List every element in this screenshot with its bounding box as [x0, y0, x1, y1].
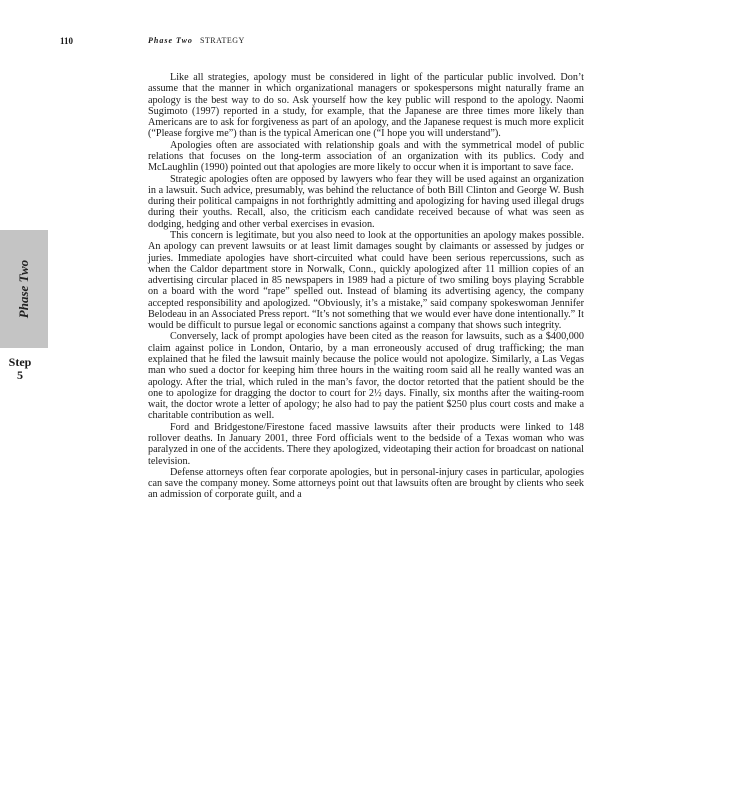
- page-number: 110: [60, 36, 74, 46]
- body-text: [148, 72, 584, 501]
- paragraph-7: Defense attorneys often fear corporate apologies, but in personal-injury cases in particular, apologies can save the company money. Some attorneys point out that lawsuits often are brought by clients who seek an admission of corporate guilt, and a: [148, 466, 584, 501]
- side-tab-label-wrap: [0, 230, 48, 348]
- paragraph-4: This concern is legitimate, but you also need to look at the opportunities an apology makes possible. An apology can prevent lawsuits or at least limit damages sought by claimants or assessed by judges or juries. Immediate apologies have short-circuited what could have been serious repercussions, such as when the Caldor department store in Norwalk, Conn., quickly apologized after 11 million copies of an advertising circular placed in 85 newspapers in 1989 had a picture of two smiling boys playing Scrabble on a board with the word “rape” spelled out. Instead of blaming its advertising agency, the company accepted responsibility and apologized. “Obviously, it’s a mistake,” said company spokeswoman Jennifer Belodeau in an Associated Press report. “It’s not something that we would ever have done intentionally.” It would be difficult to pursue legal or economic sanctions against a company that shows such integrity.: [148, 229, 584, 332]
- paragraph-6: Ford and Bridgestone/Firestone faced massive lawsuits after their products were linked to 148 rollover deaths. In January 2001, three Ford officials went to the bedside of a Texas woman who was paralyzed in one of the accidents. There they apologized, videotaping their action for broadcast on national television.: [148, 421, 584, 467]
- step-marker: [0, 356, 40, 382]
- step-number: 5: [17, 368, 23, 382]
- running-head-phase: Phase Two: [148, 36, 193, 45]
- paragraph-2: Apologies often are associated with relationship goals and with the symmetrical model of public relations that focuses on the long-term association of an organization with its publics. Cody and McLaughlin (1990) pointed out that apologies are more likely to occur when it is important to save face.: [148, 139, 584, 174]
- paragraph-1: Like all strategies, apology must be considered in light of the particular public involved. Don’t assume that the manner in which organizational managers or spokespersons might naturally frame an apology is the best way to do so. Ask yourself how the key public will respond to the apology. Naomi Sugimoto (1997) reported in a study, for example, that the Japanese are three times more likely than Americans are to ask for forgiveness as part of an apology, and the Japanese request is much more explicit (“Please forgive me”) than is the typical American one (“I hope you will understand”).: [148, 72, 584, 140]
- step-word: Step: [8, 355, 32, 369]
- paragraph-3: Strategic apologies often are opposed by lawyers who fear they will be used against an organization in a lawsuit. Such advice, presumably, was behind the reluctance of both Bill Clinton and George W. Bush during their political campaigns in not forthrightly admitting and apologizing for having used illegal drugs during their youths. Recall, also, the criticism each candidate received because of what was seen as dodging, hedging and other verbal exercises in evasion.: [148, 173, 584, 230]
- paragraph-5: Conversely, lack of prompt apologies have been cited as the reason for lawsuits, such as a $400,000 claim against police in London, Ontario, by a man erroneously accused of drug trafficking; the man explained that he filed the lawsuit mainly because the police would not apologize. Similarly, a Las Vegas man who sued a doctor for keeping him three hours in the waiting room said all he really wanted was an apology. After the trial, which ruled in the man’s favor, the doctor retorted that the patient should be the one to apologize for dragging the doctor to court for 2½ days. Finally, six months after the waiting-room wait, the doctor wrote a letter of apology; he also had to pay the patient $250 plus court costs and make a charitable contribution as well.: [148, 331, 584, 422]
- running-head: [148, 36, 245, 45]
- phase-side-tab: [0, 230, 48, 348]
- side-tab-label: Phase Two: [16, 259, 32, 319]
- running-head-section: STRATEGY: [199, 36, 245, 45]
